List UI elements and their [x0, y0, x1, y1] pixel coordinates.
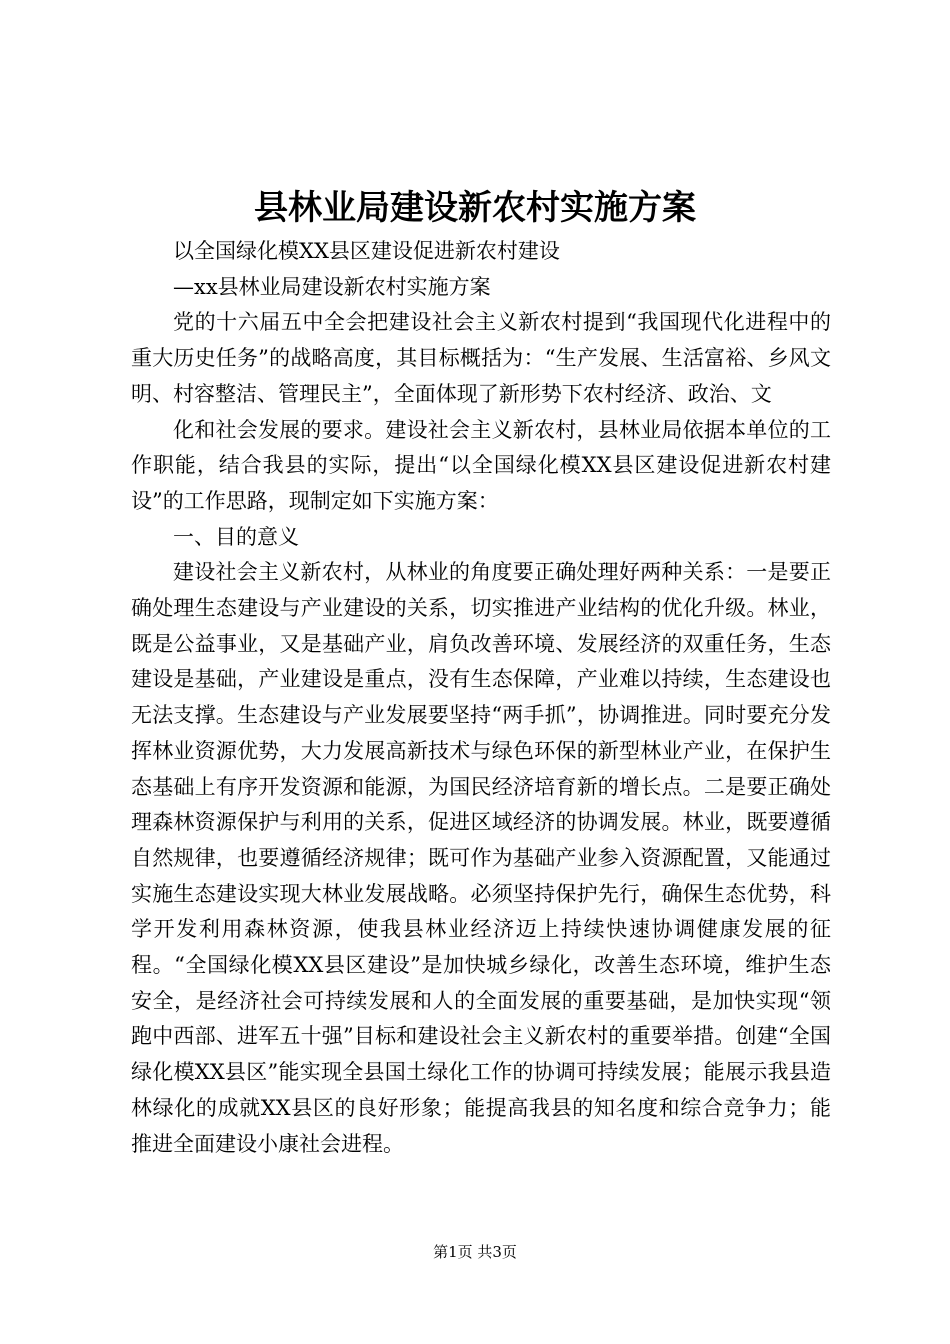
paragraph-intro: 党的十六届五中全会把建设社会主义新农村提到“我国现代化进程中的重大历史任务”的战略高度，其目标概括为：“生产发展、生活富裕、乡风文明、村容整洁、管理民主”，全面体现了新形势下农村经济、政治、文 [131, 310, 831, 406]
subtitle-line-1: 以全国绿化模XX县区建设促进新农村建设 [173, 239, 560, 263]
document-title: 县林业局建设新农村实施方案 [254, 188, 696, 228]
subtitle-line-2: —xx县林业局建设新农村实施方案 [173, 274, 491, 299]
paragraph-significance: 建设社会主义新农村，从林业的角度要正确处理好两种关系：一是要正确处理生态建设与产业建设的关系，切实推进产业结构的优化升级。林业，既是公益事业，又是基础产业，肩负改善环境、发展经济的双重任务，生态建设是基础，产业建设是重点，没有生态保障，产业难以持续，生态建设也无法支撑。生态建设与产业发展要坚持“两手抓”，协调推进。同时要充分发挥林业资源优势，大力发展高新技术与绿色环保的新型林业产业，在保护生态基础上有序开发资源和能源，为国民经济培育新的增长点。二是要正确处理森林资源保护与利用的关系，促进区域经济的协调发展。林业，既要遵循自然规律，也要遵循经济规律；既可作为基础产业参入资源配置，又能通过实施生态建设实现大林业发展战略。必须坚持保护先行，确保生态优势，科学开发利用森林资源，使我县林业经济迈上持续快速协调健康发展的征程。“全国绿化模XX县区建设”是加快城乡绿化，改善生态环境，维护生态安全，是经济社会可持续发展和人的全面发展的重要基础，是加快实现“领跑中西部、进军五十强”目标和建设社会主义新农村的重要举措。创建“全国绿化模XX县区”能实现全县国土绿化工作的协调可持续发展；能展示我县造林绿化的成就XX县区的良好形象；能提高我县的知名度和综合竞争力；能推进全面建设小康社会进程。 [131, 560, 831, 1156]
paragraph-requirements: 化和社会发展的要求。建设社会主义新农村，县林业局依据本单位的工作职能，结合我县的实际，提出“以全国绿化模XX县区建设促进新农村建设”的工作思路，现制定如下实施方案： [131, 417, 831, 513]
document-body [131, 234, 831, 1162]
section-heading: 一、目的意义 [173, 524, 299, 549]
page-footer: 第1页 共3页 [433, 1243, 517, 1261]
